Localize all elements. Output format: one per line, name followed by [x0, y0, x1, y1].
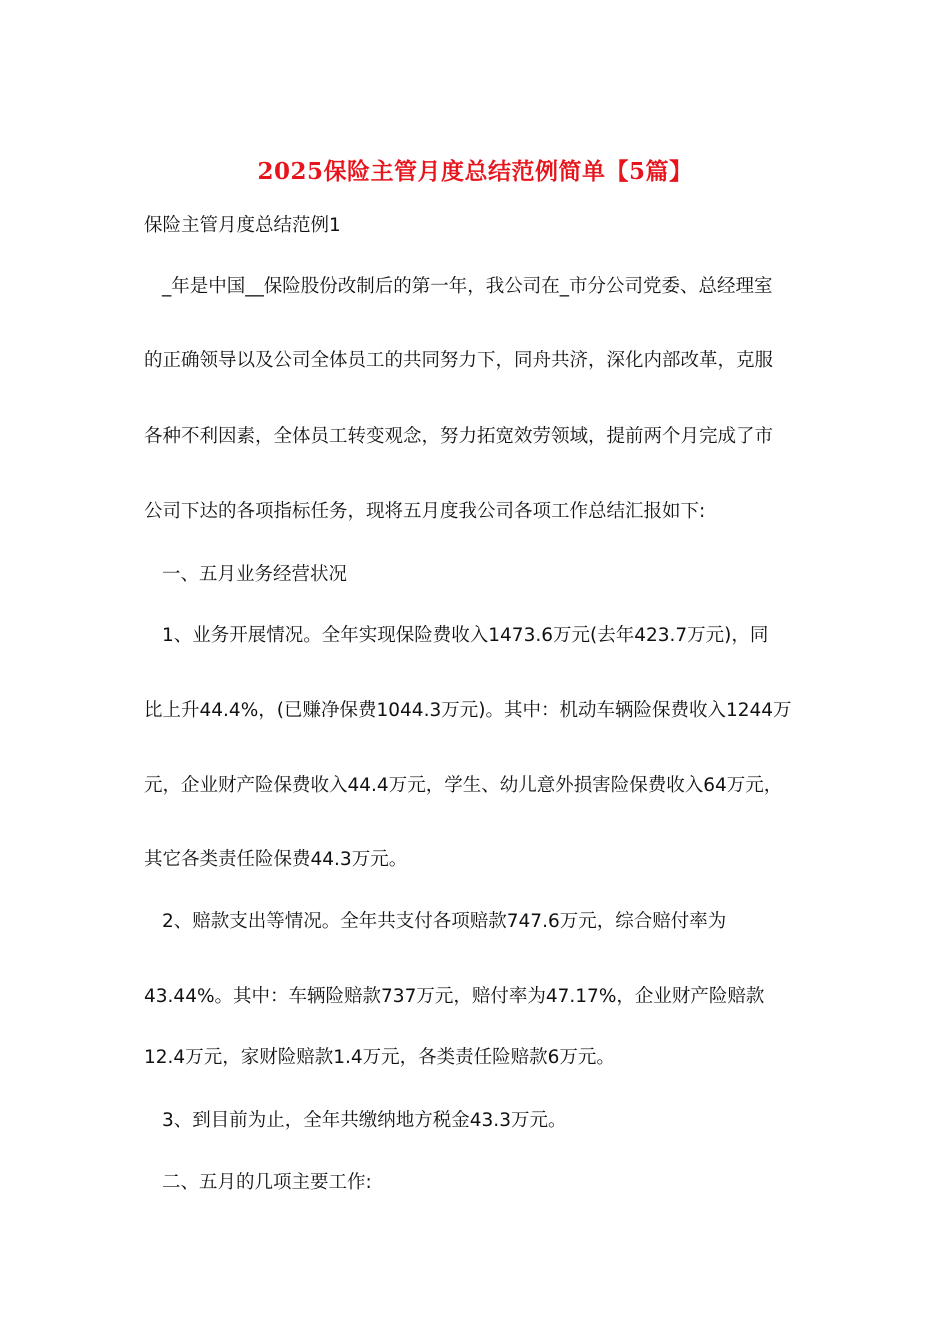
paragraph-line: 各种不利因素，全体员工转变观念，努力拓宽效劳领域，提前两个月完成了市	[144, 426, 774, 447]
paragraph-line: 其它各类责任险保费44.3万元。	[144, 849, 408, 870]
paragraph-line: 1、业务开展情况。全年实现保险费收入1473.6万元(去年423.7万元)，同	[162, 625, 769, 646]
subtitle: 保险主管月度总结范例1	[144, 215, 341, 236]
section-heading: 二、五月的几项主要工作:	[162, 1172, 372, 1193]
section-heading: 一、五月业务经营状况	[162, 564, 348, 585]
paragraph-line: 2、赔款支出等情况。全年共支付各项赔款747.6万元，综合赔付率为	[162, 911, 727, 932]
paragraph-line: 比上升44.4%，(已赚净保费1044.3万元)。其中：机动车辆险保费收入1244万	[144, 700, 792, 721]
paragraph-line: 元，企业财产险保费收入44.4万元，学生、幼儿意外损害险保费收入64万元，	[144, 775, 783, 796]
paragraph-line: 43.44%。其中：车辆险赔款737万元，赔付率为47.17%，企业财产险赔款	[144, 986, 765, 1007]
paragraph-line: 公司下达的各项指标任务，现将五月度我公司各项工作总结汇报如下:	[144, 501, 706, 522]
paragraph-line: _年是中国__保险股份改制后的第一年，我公司在_市分公司党委、总经理室	[162, 276, 773, 297]
paragraph-line: 的正确领导以及公司全体员工的共同努力下，同舟共济，深化内部改革，克服	[144, 350, 774, 371]
paragraph-line: 3、到目前为止，全年共缴纳地方税金43.3万元。	[162, 1110, 567, 1131]
document-title: 2025保险主管月度总结范例简单【5篇】	[257, 158, 693, 185]
paragraph-line: 12.4万元，家财险赔款1.4万元，各类责任险赔款6万元。	[144, 1047, 615, 1068]
